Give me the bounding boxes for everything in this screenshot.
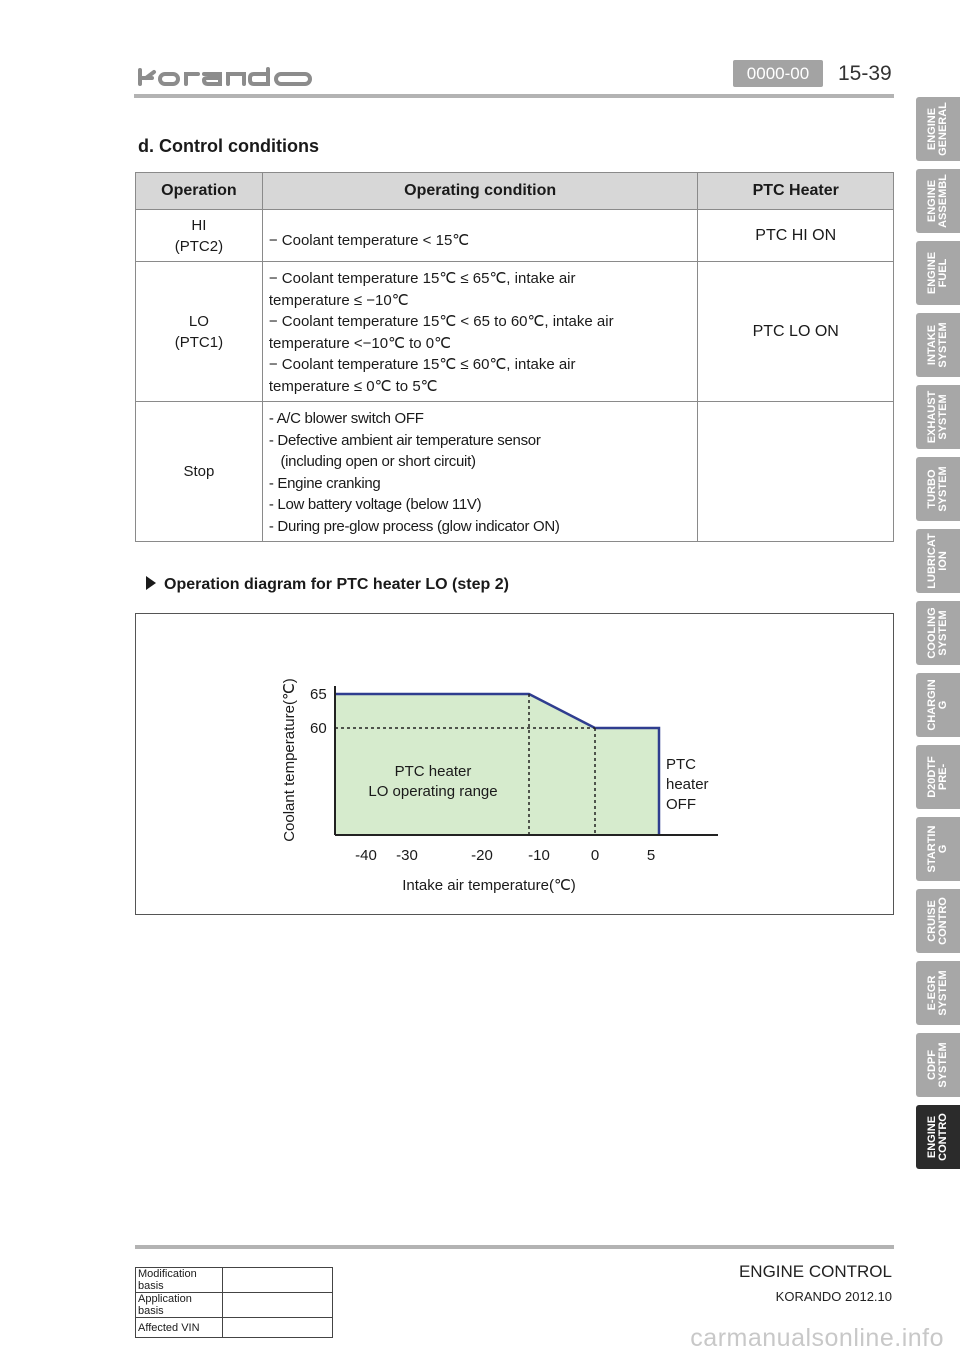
table-row: [136, 210, 894, 262]
page-number: 15-39: [838, 62, 892, 85]
vin-label: Affected VIN: [136, 1318, 223, 1338]
chapter-tab[interactable]: [916, 457, 960, 521]
chapter-tab[interactable]: [916, 529, 960, 593]
diagram-frame: [135, 613, 894, 915]
chapter-tab-label: ENGINE GENERAL: [926, 102, 949, 156]
condition-line: - During pre-glow process (glow indicator ON): [268, 517, 560, 535]
operation-label: LO: [188, 312, 209, 330]
chapter-tab[interactable]: [916, 1033, 960, 1097]
chapter-tab[interactable]: [916, 241, 960, 305]
chapter-tab[interactable]: [916, 97, 960, 161]
chapter-tab[interactable]: [916, 961, 960, 1025]
operation-cell: [136, 402, 263, 542]
chapter-tab[interactable]: [916, 169, 960, 233]
operation-label: HI: [191, 216, 207, 234]
column-header-ptc-heater: PTC Heater: [698, 173, 894, 210]
chapter-tab-label: TURBO SYSTEM: [926, 466, 949, 512]
modification-label: Modification basis: [136, 1268, 223, 1293]
chapter-tab-label: ENGINE FUEL: [926, 251, 949, 295]
condition-line: − Coolant temperature 15℃ ≤ 65℃, intake air: [268, 270, 576, 287]
table-row: [136, 1293, 333, 1318]
diagram-title: [146, 576, 509, 594]
chapter-tab-label: STARTIN G: [926, 825, 949, 873]
y-tick-label: 65: [310, 686, 327, 703]
region-label: PTC heater: [394, 763, 472, 780]
condition-line: temperature ≤ −10℃: [268, 291, 409, 309]
heater-cell: PTC LO ON: [698, 262, 894, 402]
operating-range-area: [335, 694, 659, 835]
x-tick-label: 0: [590, 847, 600, 864]
chapter-tab[interactable]: [916, 817, 960, 881]
diagram-title-text: Operation diagram for PTC heater LO (step 2): [164, 576, 509, 593]
model-edition: KORANDO 2012.10: [775, 1289, 892, 1304]
table-row: [136, 402, 894, 542]
condition-line: - Defective ambient air temperature sensor: [268, 431, 541, 449]
region-label: LO operating range: [368, 783, 498, 800]
y-axis-label: Coolant temperature(℃): [281, 678, 298, 842]
header-divider: [134, 94, 894, 98]
off-label: OFF: [666, 796, 696, 813]
operation-label: Stop: [183, 463, 215, 480]
chapter-tab-label: D20DTF PRE-: [926, 756, 949, 798]
ptc-lo-operation-chart: [136, 614, 893, 914]
x-tick-label: -30: [396, 847, 418, 864]
triangle-bullet-icon: [146, 576, 156, 590]
x-axis-label: Intake air temperature(℃): [402, 877, 576, 894]
off-label: heater: [666, 776, 709, 793]
x-tick-label: -10: [528, 847, 550, 864]
section-code-badge: 0000-00: [733, 60, 823, 87]
column-header-operation: Operation: [136, 173, 263, 210]
chapter-tab[interactable]: [916, 889, 960, 953]
condition-line: - Engine cranking: [268, 474, 381, 492]
footer-divider: [135, 1245, 894, 1249]
application-label: Application basis: [136, 1293, 223, 1318]
section-title: d. Control conditions: [138, 136, 319, 156]
condition-line: temperature <−10℃ to 0℃: [268, 334, 451, 352]
application-value: [223, 1293, 333, 1318]
chapter-tab[interactable]: [916, 1105, 960, 1169]
chapter-tab[interactable]: [916, 601, 960, 665]
heater-cell: [698, 402, 894, 542]
operation-code: (PTC2): [174, 237, 224, 255]
chapter-tab[interactable]: [916, 673, 960, 737]
chapter-tab-label: CRUISE CONTRO: [926, 897, 949, 945]
condition-line: (including open or short circuit): [268, 453, 476, 470]
modification-value: [223, 1268, 333, 1293]
table-row: [136, 262, 894, 402]
chapter-tab[interactable]: [916, 745, 960, 809]
modification-table: [135, 1267, 333, 1338]
heater-cell: PTC HI ON: [698, 210, 894, 262]
chapter-tab-label: INTAKE SYSTEM: [926, 322, 949, 368]
chapter-tab-label: COOLING SYSTEM: [926, 607, 949, 659]
korando-logo: [136, 66, 316, 88]
watermark: carmanualsonline.info: [690, 1324, 944, 1352]
chapter-tab[interactable]: [916, 313, 960, 377]
chapter-tab-label: CDPF SYSTEM: [926, 1042, 949, 1088]
manual-section-name: ENGINE CONTROL: [738, 1262, 892, 1281]
condition-line: - Low battery voltage (below 11V): [268, 496, 482, 513]
condition-line: − Coolant temperature < 15℃: [268, 231, 470, 249]
condition-line: - A/C blower switch OFF: [268, 410, 424, 427]
chapter-tab-label: EXHAUST SYSTEM: [926, 390, 949, 444]
chapter-tab-label: ENGINE ASSEMBL: [926, 174, 949, 228]
y-tick-label: 60: [310, 720, 327, 737]
table-row: [136, 1318, 333, 1338]
condition-line: temperature ≤ 0℃ to 5℃: [268, 377, 438, 395]
x-tick-label: -40: [355, 847, 377, 864]
chapter-tab-label: ENGINE CONTRO: [926, 1113, 949, 1161]
table-row: [136, 1268, 333, 1293]
chapter-tab[interactable]: [916, 385, 960, 449]
condition-cell: [262, 262, 698, 402]
chapter-tab-label: CHARGIN G: [926, 679, 949, 731]
x-tick-label: -20: [471, 847, 493, 864]
condition-line: − Coolant temperature 15℃ ≤ 60℃, intake air: [268, 356, 576, 373]
operation-cell: [136, 210, 263, 262]
column-header-condition: Operating condition: [262, 173, 698, 210]
off-label: PTC: [666, 756, 696, 773]
chapter-tab-label: E-EGR SYSTEM: [926, 970, 949, 1016]
x-tick-label: 5: [646, 847, 656, 864]
chapter-tab-label: LUBRICAT ION: [926, 533, 949, 589]
condition-cell: [262, 210, 698, 262]
operation-code: (PTC1): [174, 333, 224, 351]
condition-cell: [262, 402, 698, 542]
control-conditions-table: [135, 172, 894, 542]
operation-cell: [136, 262, 263, 402]
vin-value: [223, 1318, 333, 1338]
condition-line: − Coolant temperature 15℃ < 65 to 60℃, intake air: [268, 313, 614, 330]
